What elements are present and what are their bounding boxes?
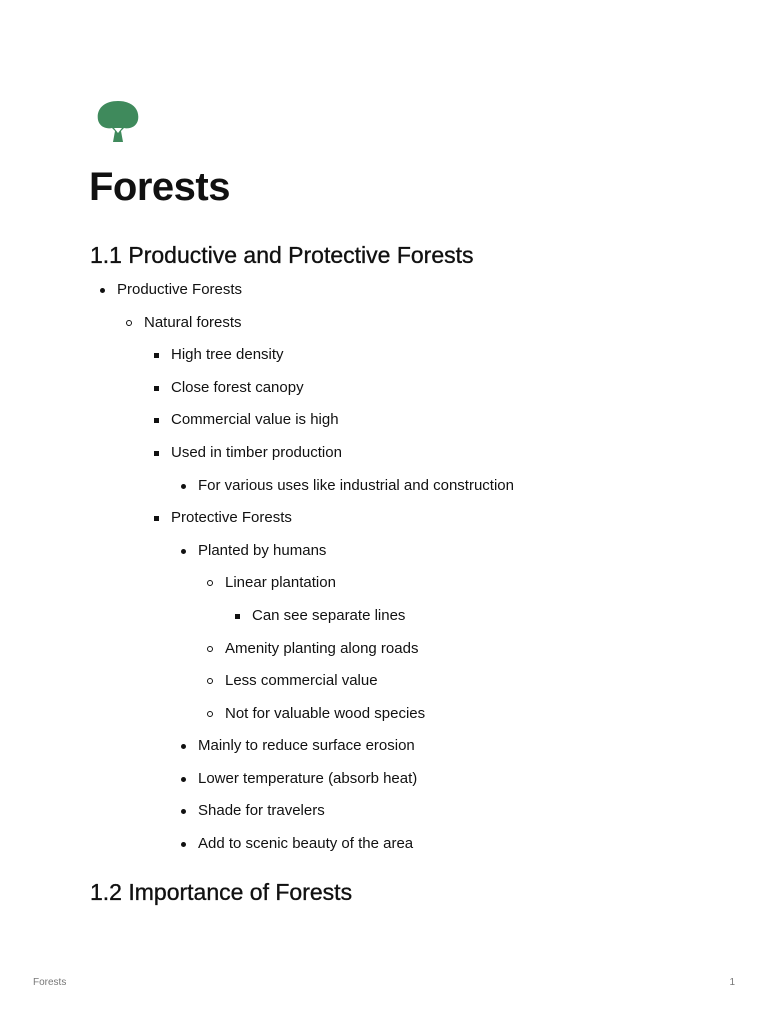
list-item-text: Linear plantation <box>225 574 336 591</box>
list-item-text: Lower temperature (absorb heat) <box>198 770 418 787</box>
list-item-text: Planted by humans <box>198 542 327 559</box>
list-item-text: Natural forests <box>144 314 242 331</box>
bullet-disc-icon <box>181 809 186 814</box>
list-item-text: Productive Forests <box>117 281 243 298</box>
list-item <box>171 443 342 463</box>
list-item <box>198 834 413 854</box>
bullet-circle-icon <box>207 711 213 717</box>
list-item <box>171 508 292 528</box>
list-item <box>198 476 514 496</box>
list-item <box>198 769 417 789</box>
list-item-text: Used in timber production <box>171 444 342 461</box>
list-item-text: Protective Forests <box>171 509 292 526</box>
list-item-text: Commercial value is high <box>171 411 339 428</box>
list-item-text: Close forest canopy <box>171 379 304 396</box>
list-item <box>144 313 242 333</box>
bullet-disc-icon <box>100 288 105 293</box>
bullet-circle-icon <box>207 580 213 586</box>
list-item <box>198 736 415 756</box>
list-item-text: Add to scenic beauty of the area <box>198 835 414 852</box>
list-item <box>171 410 339 430</box>
list-item <box>171 378 304 398</box>
bullet-disc-icon <box>181 842 186 847</box>
bullet-disc-icon <box>181 549 186 554</box>
list-item-text: Mainly to reduce surface erosion <box>198 737 415 754</box>
bullet-square-icon <box>154 451 159 456</box>
list-item <box>117 280 242 300</box>
bullet-square-icon <box>154 353 159 358</box>
footer-document-title: Forests <box>33 977 67 988</box>
section-heading-importance: 1.2 Importance of Forests <box>90 879 353 905</box>
list-item <box>198 801 325 821</box>
bullet-square-icon <box>154 386 159 391</box>
list-item <box>252 606 405 626</box>
list-item <box>225 671 378 691</box>
bullet-square-icon <box>154 516 159 521</box>
list-item-text: Not for valuable wood species <box>225 705 426 722</box>
list-item <box>225 573 336 593</box>
bullet-disc-icon <box>181 484 186 489</box>
tree-icon <box>96 99 140 143</box>
bullet-circle-icon <box>126 320 132 326</box>
list-item <box>225 639 418 659</box>
list-item-text: Less commercial value <box>225 672 378 689</box>
list-item <box>225 704 425 724</box>
bullet-square-icon <box>154 418 159 423</box>
list-item-text: Shade for travelers <box>198 802 325 819</box>
bullet-circle-icon <box>207 678 213 684</box>
list-item <box>198 541 326 561</box>
bullet-disc-icon <box>181 744 186 749</box>
bullet-circle-icon <box>207 646 213 652</box>
bullet-square-icon <box>235 614 240 619</box>
list-item-text: For various uses like industrial and construction <box>198 477 514 494</box>
footer-page-number: 1 <box>729 977 735 988</box>
list-item-text: Can see separate lines <box>252 607 406 624</box>
page-title: Forests <box>89 165 230 209</box>
list-item-text: Amenity planting along roads <box>225 640 419 657</box>
list-item-text: High tree density <box>171 346 284 363</box>
section-heading-productive-protective: 1.1 Productive and Protective Forests <box>90 242 474 268</box>
bullet-disc-icon <box>181 777 186 782</box>
list-item <box>171 345 284 365</box>
